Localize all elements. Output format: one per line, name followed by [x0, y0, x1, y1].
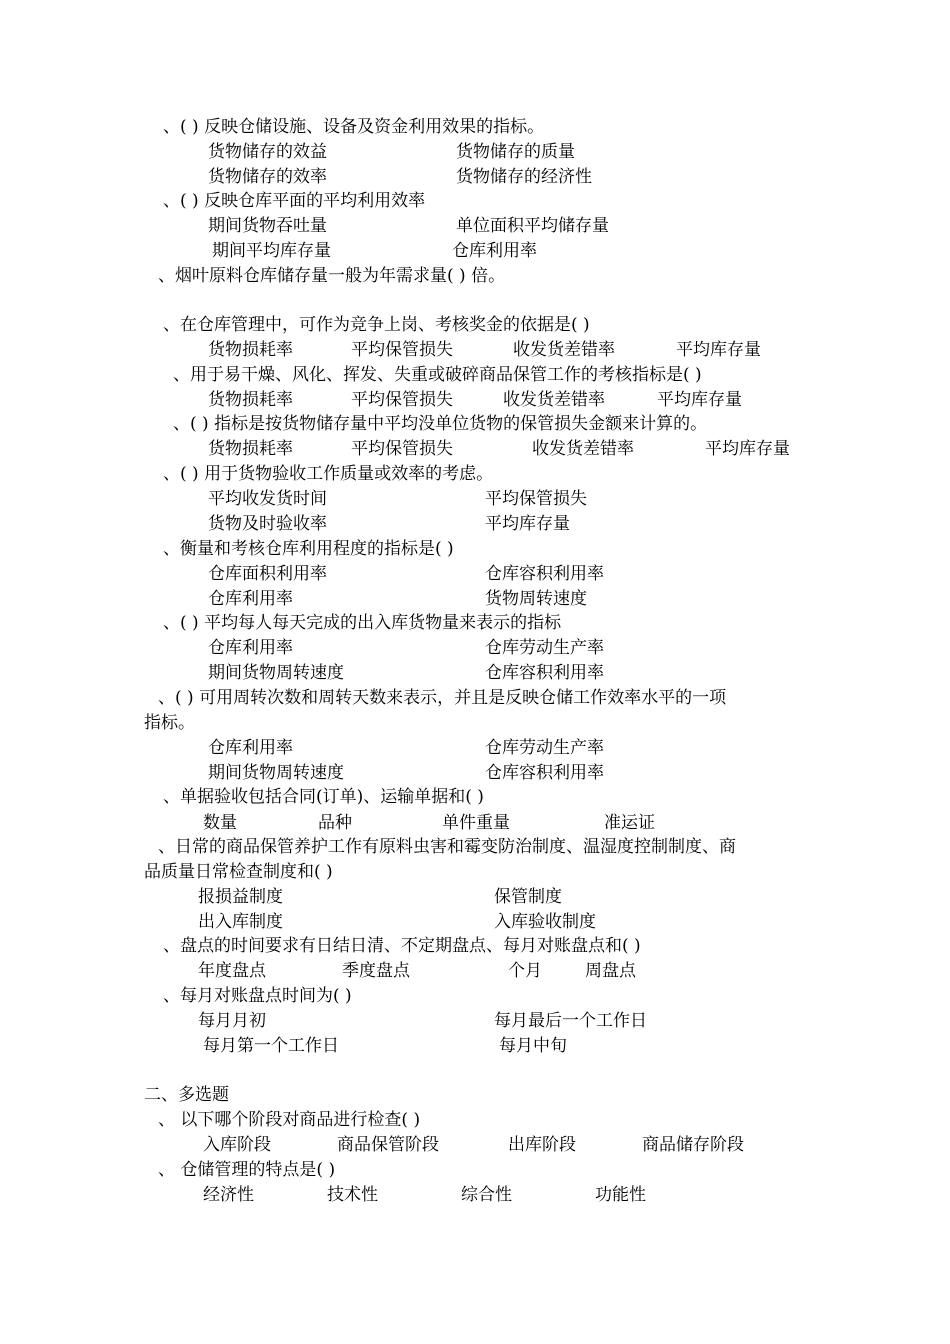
question-14-option-b: 每月最后一个工作日: [494, 1011, 647, 1031]
question-12-option-a: 报损益制度: [198, 887, 283, 907]
question-7-stem: 、( ) 用于货物验收工作质量或效率的考虑。: [163, 464, 494, 484]
question-11-stem: 、单据验收包括合同(订单)、运输单据和( ): [163, 787, 484, 807]
question-9-stem: 、( ) 平均每人每天完成的出入库货物量来表示的指标: [163, 613, 562, 633]
question-7-option-b: 平均保管损失: [485, 489, 587, 509]
question-11-option-a: 数量: [203, 813, 237, 833]
question-7-option-a: 平均收发货时间: [208, 489, 327, 509]
question-8-option-a: 仓库面积利用率: [208, 564, 327, 584]
question-8-option-d: 货物周转速度: [485, 589, 587, 609]
multi-question-2-option-d: 功能性: [595, 1185, 646, 1205]
multi-question-2-option-c: 综合性: [461, 1185, 512, 1205]
question-6-stem: 、( ) 指标是按货物储存量中平均没单位货物的保管损失金额来计算的。: [173, 414, 708, 434]
question-10-stem: 、( ) 可用周转次数和周转天数来表示，并且是反映仓储工作效率水平的一项: [158, 688, 727, 708]
question-14-option-d: 每月中旬: [499, 1036, 567, 1056]
question-2-stem: 、( ) 反映仓库平面的平均利用效率: [163, 191, 426, 211]
question-4-option-b: 平均保管损失: [351, 340, 453, 360]
question-10-option-a: 仓库利用率: [208, 738, 293, 758]
question-11-option-c: 单件重量: [442, 813, 510, 833]
multi-question-1-option-d: 商品储存阶段: [642, 1135, 744, 1155]
question-6-option-a: 货物损耗率: [208, 439, 293, 459]
multi-question-1-stem: 、 以下哪个阶段对商品进行检查( ): [158, 1110, 421, 1130]
question-8-option-c: 仓库利用率: [208, 589, 293, 609]
question-13-option-c: 个月: [508, 961, 542, 981]
question-12-option-d: 入库验收制度: [494, 912, 596, 932]
multi-question-2-option-b: 技术性: [327, 1185, 378, 1205]
question-1-stem: 、( ) 反映仓储设施、设备及资金利用效果的指标。: [163, 117, 545, 137]
question-6-option-c: 收发货差错率: [532, 439, 634, 459]
question-14-stem: 、每月对账盘点时间为( ): [163, 986, 352, 1006]
question-5-option-c: 收发货差错率: [503, 390, 605, 410]
question-7-option-d: 平均库存量: [485, 514, 570, 534]
question-14-option-a: 每月月初: [198, 1011, 266, 1031]
question-13-option-a: 年度盘点: [198, 961, 266, 981]
question-10-option-d: 仓库容积利用率: [485, 763, 604, 783]
question-12-stem: 、日常的商品保管养护工作有原料虫害和霉变防治制度、温湿度控制制度、商: [158, 837, 736, 857]
question-10-stem-continued: 指标。: [144, 713, 195, 733]
question-11-option-b: 品种: [318, 813, 352, 833]
question-7-option-c: 货物及时验收率: [208, 514, 327, 534]
multi-question-1-option-b: 商品保管阶段: [337, 1135, 439, 1155]
question-12-stem-continued: 品质量日常检查制度和( ): [144, 862, 333, 882]
question-9-option-c: 期间货物周转速度: [208, 663, 344, 683]
question-2-option-d: 仓库利用率: [452, 241, 537, 261]
question-1-option-d: 货物储存的经济性: [456, 167, 592, 187]
question-5-option-a: 货物损耗率: [208, 390, 293, 410]
question-1-option-b: 货物储存的质量: [456, 142, 575, 162]
question-6-option-d: 平均库存量: [705, 439, 790, 459]
question-8-option-b: 仓库容积利用率: [485, 564, 604, 584]
question-10-option-b: 仓库劳动生产率: [485, 738, 604, 758]
question-9-option-a: 仓库利用率: [208, 638, 293, 658]
question-6-option-b: 平均保管损失: [351, 439, 453, 459]
question-9-option-d: 仓库容积利用率: [485, 663, 604, 683]
multi-question-2-option-a: 经济性: [203, 1185, 254, 1205]
section-heading-multiple-choice: 二、多选题: [144, 1085, 229, 1105]
question-4-option-c: 收发货差错率: [513, 340, 615, 360]
question-12-option-b: 保管制度: [494, 887, 562, 907]
question-2-option-c: 期间平均库存量: [212, 241, 331, 261]
multi-question-1-option-c: 出库阶段: [508, 1135, 576, 1155]
question-12-option-c: 出入库制度: [198, 912, 283, 932]
question-13-option-b: 季度盘点: [342, 961, 410, 981]
question-9-option-b: 仓库劳动生产率: [485, 638, 604, 658]
question-2-option-b: 单位面积平均储存量: [456, 216, 609, 236]
multi-question-1-option-a: 入库阶段: [203, 1135, 271, 1155]
question-2-option-a: 期间货物吞吐量: [208, 216, 327, 236]
question-3-stem: 、烟叶原料仓库储存量一般为年需求量( ) 倍。: [158, 266, 506, 286]
question-4-option-a: 货物损耗率: [208, 340, 293, 360]
question-5-option-b: 平均保管损失: [351, 390, 453, 410]
question-13-option-d: 周盘点: [585, 961, 636, 981]
question-5-stem: 、用于易干燥、风化、挥发、失重或破碎商品保管工作的考核指标是( ): [173, 365, 702, 385]
question-14-option-c: 每月第一个工作日: [203, 1036, 339, 1056]
question-5-option-d: 平均库存量: [657, 390, 742, 410]
question-4-stem: 、在仓库管理中，可作为竞争上岗、考核奖金的依据是( ): [163, 315, 590, 335]
question-10-option-c: 期间货物周转速度: [208, 763, 344, 783]
question-1-option-a: 货物储存的效益: [208, 142, 327, 162]
question-1-option-c: 货物储存的效率: [208, 167, 327, 187]
question-4-option-d: 平均库存量: [676, 340, 761, 360]
multi-question-2-stem: 、 仓储管理的特点是( ): [158, 1160, 336, 1180]
question-8-stem: 、衡量和考核仓库利用程度的指标是( ): [163, 539, 454, 559]
question-13-stem: 、盘点的时间要求有日结日清、不定期盘点、每月对账盘点和( ): [163, 936, 641, 956]
question-11-option-d: 准运证: [604, 813, 655, 833]
